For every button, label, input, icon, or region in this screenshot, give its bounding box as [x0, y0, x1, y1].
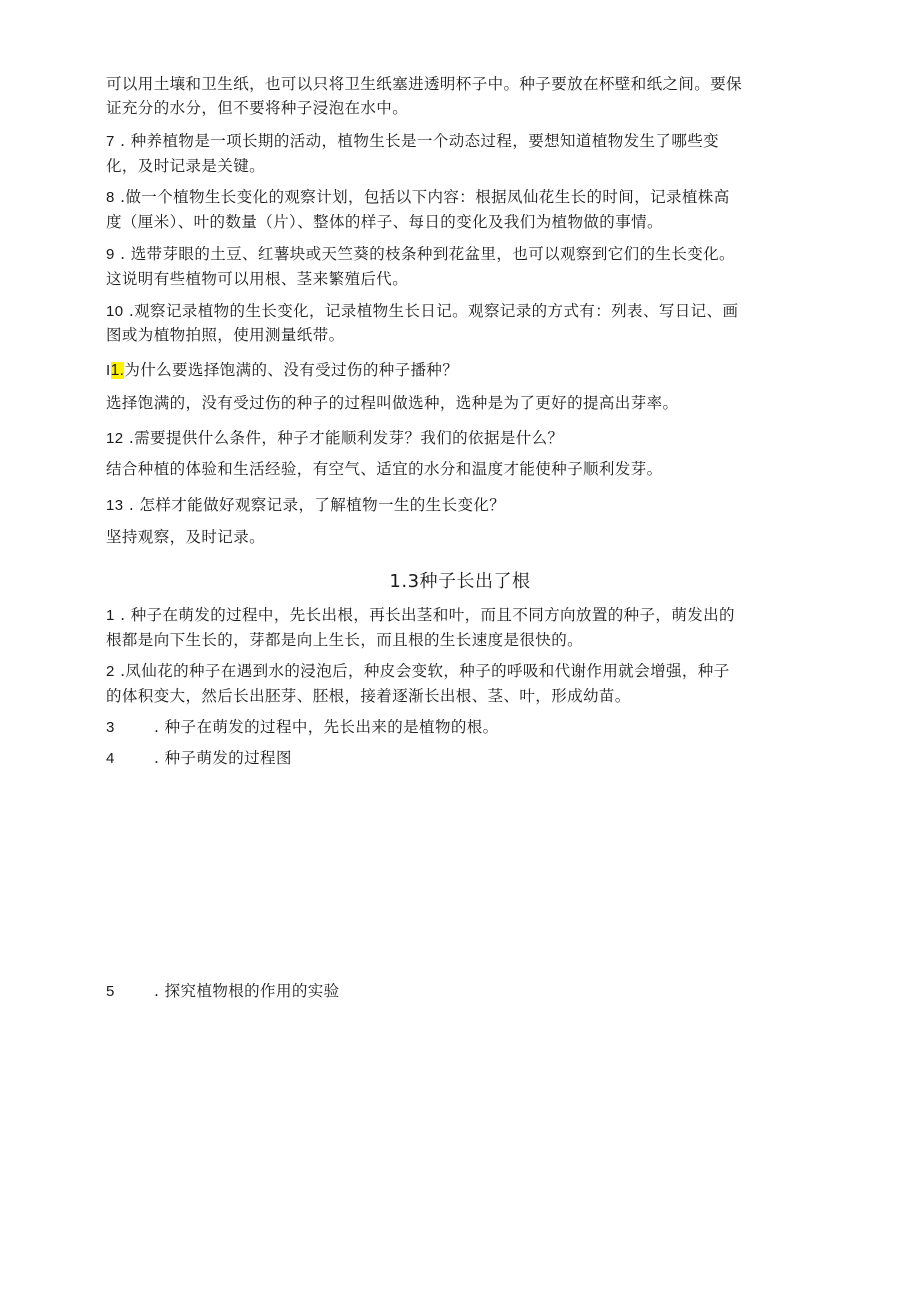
item-13-number: 13	[106, 497, 124, 514]
item-8-line-2: 度（厘米）、叶的数量（片）、整体的样子、每日的变化及我们为植物做的事情。	[106, 213, 663, 231]
item-12-answer: 结合种植的体验和生活经验，有空气、适宜的水分和温度才能使种子顺利发芽。	[106, 460, 663, 478]
item-12-question	[106, 428, 563, 449]
item-11-question	[106, 360, 458, 381]
item-11-question-text: 为什么要选择饱满的、没有受过伤的种子播种？	[124, 361, 459, 379]
item-8-number: 8	[106, 189, 115, 206]
section-item-4-number: 4	[106, 750, 115, 767]
section-item-2-line-1	[106, 661, 730, 682]
item-7-line-2: 化，及时记录是关键。	[106, 157, 266, 175]
section-item-1-line-2: 根都是向下生长的，芽都是向上生长，而且根的生长速度是很快的。	[106, 631, 584, 649]
section-item-3-number: 3	[106, 719, 115, 736]
section-item-5	[106, 981, 340, 1002]
item-10-text: .观察记录植物的生长变化，记录植物生长日记。观察记录的方式有：列表、写日记、画	[123, 302, 739, 320]
section-item-4	[106, 748, 292, 769]
section-item-3-text: . 种子在萌发的过程中，先长出来的是植物的根。	[154, 718, 499, 736]
item-9-line-1	[106, 244, 735, 265]
section-item-3	[106, 717, 499, 738]
paragraph-6-line-2: 证充分的水分，但不要将种子浸泡在水中。	[106, 99, 409, 117]
section-item-4-text: . 种子萌发的过程图	[154, 749, 292, 767]
item-7-line-1	[106, 131, 719, 152]
item-8-line-1	[106, 187, 730, 208]
item-7-text: . 种养植物是一项长期的活动，植物生长是一个动态过程，要想知道植物发生了哪些变	[114, 132, 720, 150]
item-13-question-text: . 怎样才能做好观察记录，了解植物一生的生长变化？	[123, 496, 506, 514]
section-item-2-text: .凤仙花的种子在遇到水的浸泡后，种皮会变软，种子的呼吸和代谢作用就会增强，种子	[114, 662, 730, 680]
item-11-prefix: I	[106, 362, 111, 379]
item-12-question-text: .需要提供什么条件，种子才能顺利发芽？我们的依据是什么？	[123, 429, 564, 447]
section-item-5-number: 5	[106, 983, 115, 1000]
item-7-number: 7	[106, 133, 115, 150]
item-9-line-2: 这说明有些植物可以用根、茎来繁殖后代。	[106, 270, 409, 288]
item-11-highlight: 1.	[110, 362, 125, 379]
section-item-5-text: . 探究植物根的作用的实验	[154, 982, 340, 1000]
item-13-answer: 坚持观察，及时记录。	[106, 528, 266, 546]
section-title: 1.3种子长出了根	[389, 571, 531, 592]
paragraph-6-line-1: 可以用土壤和卫生纸，也可以只将卫生纸塞进透明杯子中。种子要放在杯壁和纸之间。要保	[106, 75, 743, 93]
section-item-2-number: 2	[106, 663, 115, 680]
item-12-number: 12	[106, 430, 124, 447]
item-9-number: 9	[106, 246, 115, 263]
section-item-1-line-1	[106, 605, 735, 626]
section-item-1-number: 1	[106, 607, 115, 624]
item-8-text: .做一个植物生长变化的观察计划，包括以下内容：根据凤仙花生长的时间，记录植株高	[114, 188, 730, 206]
item-9-text: . 选带芽眼的土豆、红薯块或天竺葵的枝条种到花盆里，也可以观察到它们的生长变化。	[114, 245, 735, 263]
item-10-line-2: 图或为植物拍照，使用测量纸带。	[106, 326, 345, 344]
item-10-line-1	[106, 301, 738, 322]
section-item-2-line-2: 的体积变大，然后长出胚芽、胚根，接着逐渐长出根、茎、叶，形成幼苗。	[106, 687, 631, 705]
item-10-number: 10	[106, 303, 124, 320]
section-item-1-text: . 种子在萌发的过程中，先长出根，再长出茎和叶，而且不同方向放置的种子，萌发出的	[114, 606, 735, 624]
item-11-answer: 选择饱满的，没有受过伤的种子的过程叫做选种，选种是为了更好的提高出芽率。	[106, 394, 679, 412]
item-13-question	[106, 495, 505, 516]
